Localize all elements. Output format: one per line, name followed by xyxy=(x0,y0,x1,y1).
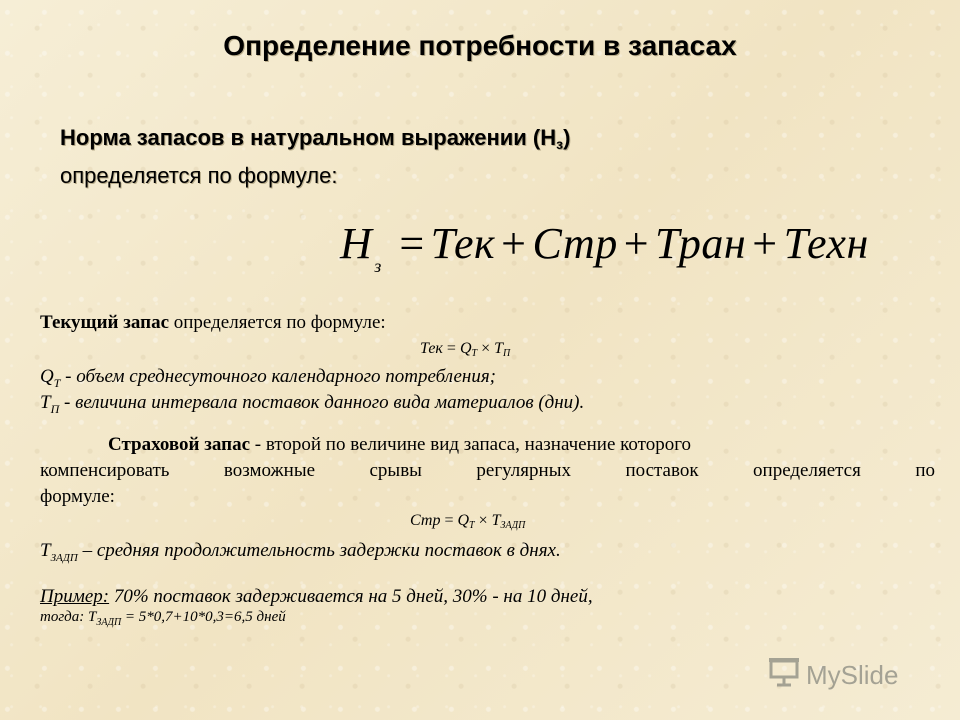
safety-stock-line-3: формуле: xyxy=(40,486,115,507)
intro-line-1-sub: з xyxy=(556,136,564,152)
logo-text: MySlide xyxy=(806,659,899,690)
ss-def-sym: Т xyxy=(40,540,51,561)
ss-formula-times: × xyxy=(478,512,488,529)
safety-stock-text-1: - второй по величине вид запаса, назначение которого xyxy=(250,434,692,455)
formula-lhs: Н xyxy=(340,219,373,268)
intro-line-1-prefix: Норма запасов в натуральном выражении (Н xyxy=(60,125,557,150)
ss-formula-q: Q xyxy=(457,512,470,529)
cs-formula-q-sub: Т xyxy=(471,348,478,359)
ss-formula-t-sub: ЗАДП xyxy=(500,520,526,531)
example-calc-sub: ЗАДП xyxy=(96,617,122,628)
ss-def-text: – средняя продолжительность задержки поставок в днях. xyxy=(77,540,561,561)
formula-plus-2: + xyxy=(623,219,650,268)
current-stock-heading-rest: определяется по формуле: xyxy=(169,312,386,333)
safety-stock-line-1 xyxy=(40,432,935,458)
current-stock-heading xyxy=(40,310,386,336)
cs-def2-text: - величина интервала поставок данного вида материалов (дни). xyxy=(59,392,585,413)
formula-eq: = xyxy=(399,219,425,268)
intro-line-1-suffix: ) xyxy=(563,125,571,150)
cs-formula-t-sub: П xyxy=(503,348,511,359)
ss-formula-t: Т xyxy=(491,512,501,529)
main-formula xyxy=(340,218,869,277)
cs-formula-lhs: Тек xyxy=(420,340,443,357)
cs-formula-eq: = xyxy=(446,340,456,357)
current-stock-formula xyxy=(420,340,510,359)
example-label: Пример: xyxy=(40,586,110,607)
cs-formula-times: × xyxy=(481,340,491,357)
formula-term-3: Тран xyxy=(655,219,747,268)
safety-stock-formula xyxy=(410,512,525,531)
current-stock-def-2 xyxy=(40,390,584,422)
slide-title: Определение потребности в запасах xyxy=(223,30,737,61)
ss-def-sub: ЗАДП xyxy=(50,551,78,564)
intro-line-1 xyxy=(60,122,880,160)
intro-text xyxy=(60,122,880,192)
ss-formula-eq: = xyxy=(444,512,454,529)
intro-line-2: определяется по формуле: xyxy=(60,163,338,188)
cs-def1-sym: Q xyxy=(40,366,54,387)
ss-formula-q-sub: Т xyxy=(469,520,475,531)
cs-formula-q: Q xyxy=(459,340,472,357)
presentation-board-icon xyxy=(768,657,800,694)
example-text: 70% поставок задерживается на 5 дней, 30% - на 10 дней, xyxy=(109,586,593,607)
cs-def2-sub: П xyxy=(50,401,60,416)
formula-plus-1: + xyxy=(501,219,527,268)
example-calc-prefix: тогда: Т xyxy=(40,609,97,625)
safety-stock-heading-bold: Страховой запас xyxy=(108,434,250,455)
formula-term-4: Техн xyxy=(783,219,869,268)
example-calc-rest: = 5*0,7+10*0,3=6,5 дней xyxy=(121,609,286,625)
cs-def2-sym: Т xyxy=(40,392,51,413)
cs-def1-sub: Т xyxy=(53,375,61,390)
formula-plus-3: + xyxy=(752,219,778,268)
formula-term-2: Стр xyxy=(532,219,618,268)
example-calc xyxy=(40,609,286,628)
example-line xyxy=(40,584,593,610)
safety-stock-line-2: компенсировать возможные срывы регулярных поставок определяется по xyxy=(40,460,935,481)
formula-term-1: Тек xyxy=(430,219,496,268)
ss-formula-lhs: Стр xyxy=(410,512,441,529)
current-stock-heading-bold: Текущий запас xyxy=(40,312,170,333)
myslide-logo xyxy=(768,657,928,693)
cs-formula-t: Т xyxy=(494,340,503,357)
cs-def1-text: - объем среднесуточного календарного потребления; xyxy=(60,366,497,387)
safety-stock-def xyxy=(40,538,561,571)
formula-lhs-sub: з xyxy=(374,256,382,276)
